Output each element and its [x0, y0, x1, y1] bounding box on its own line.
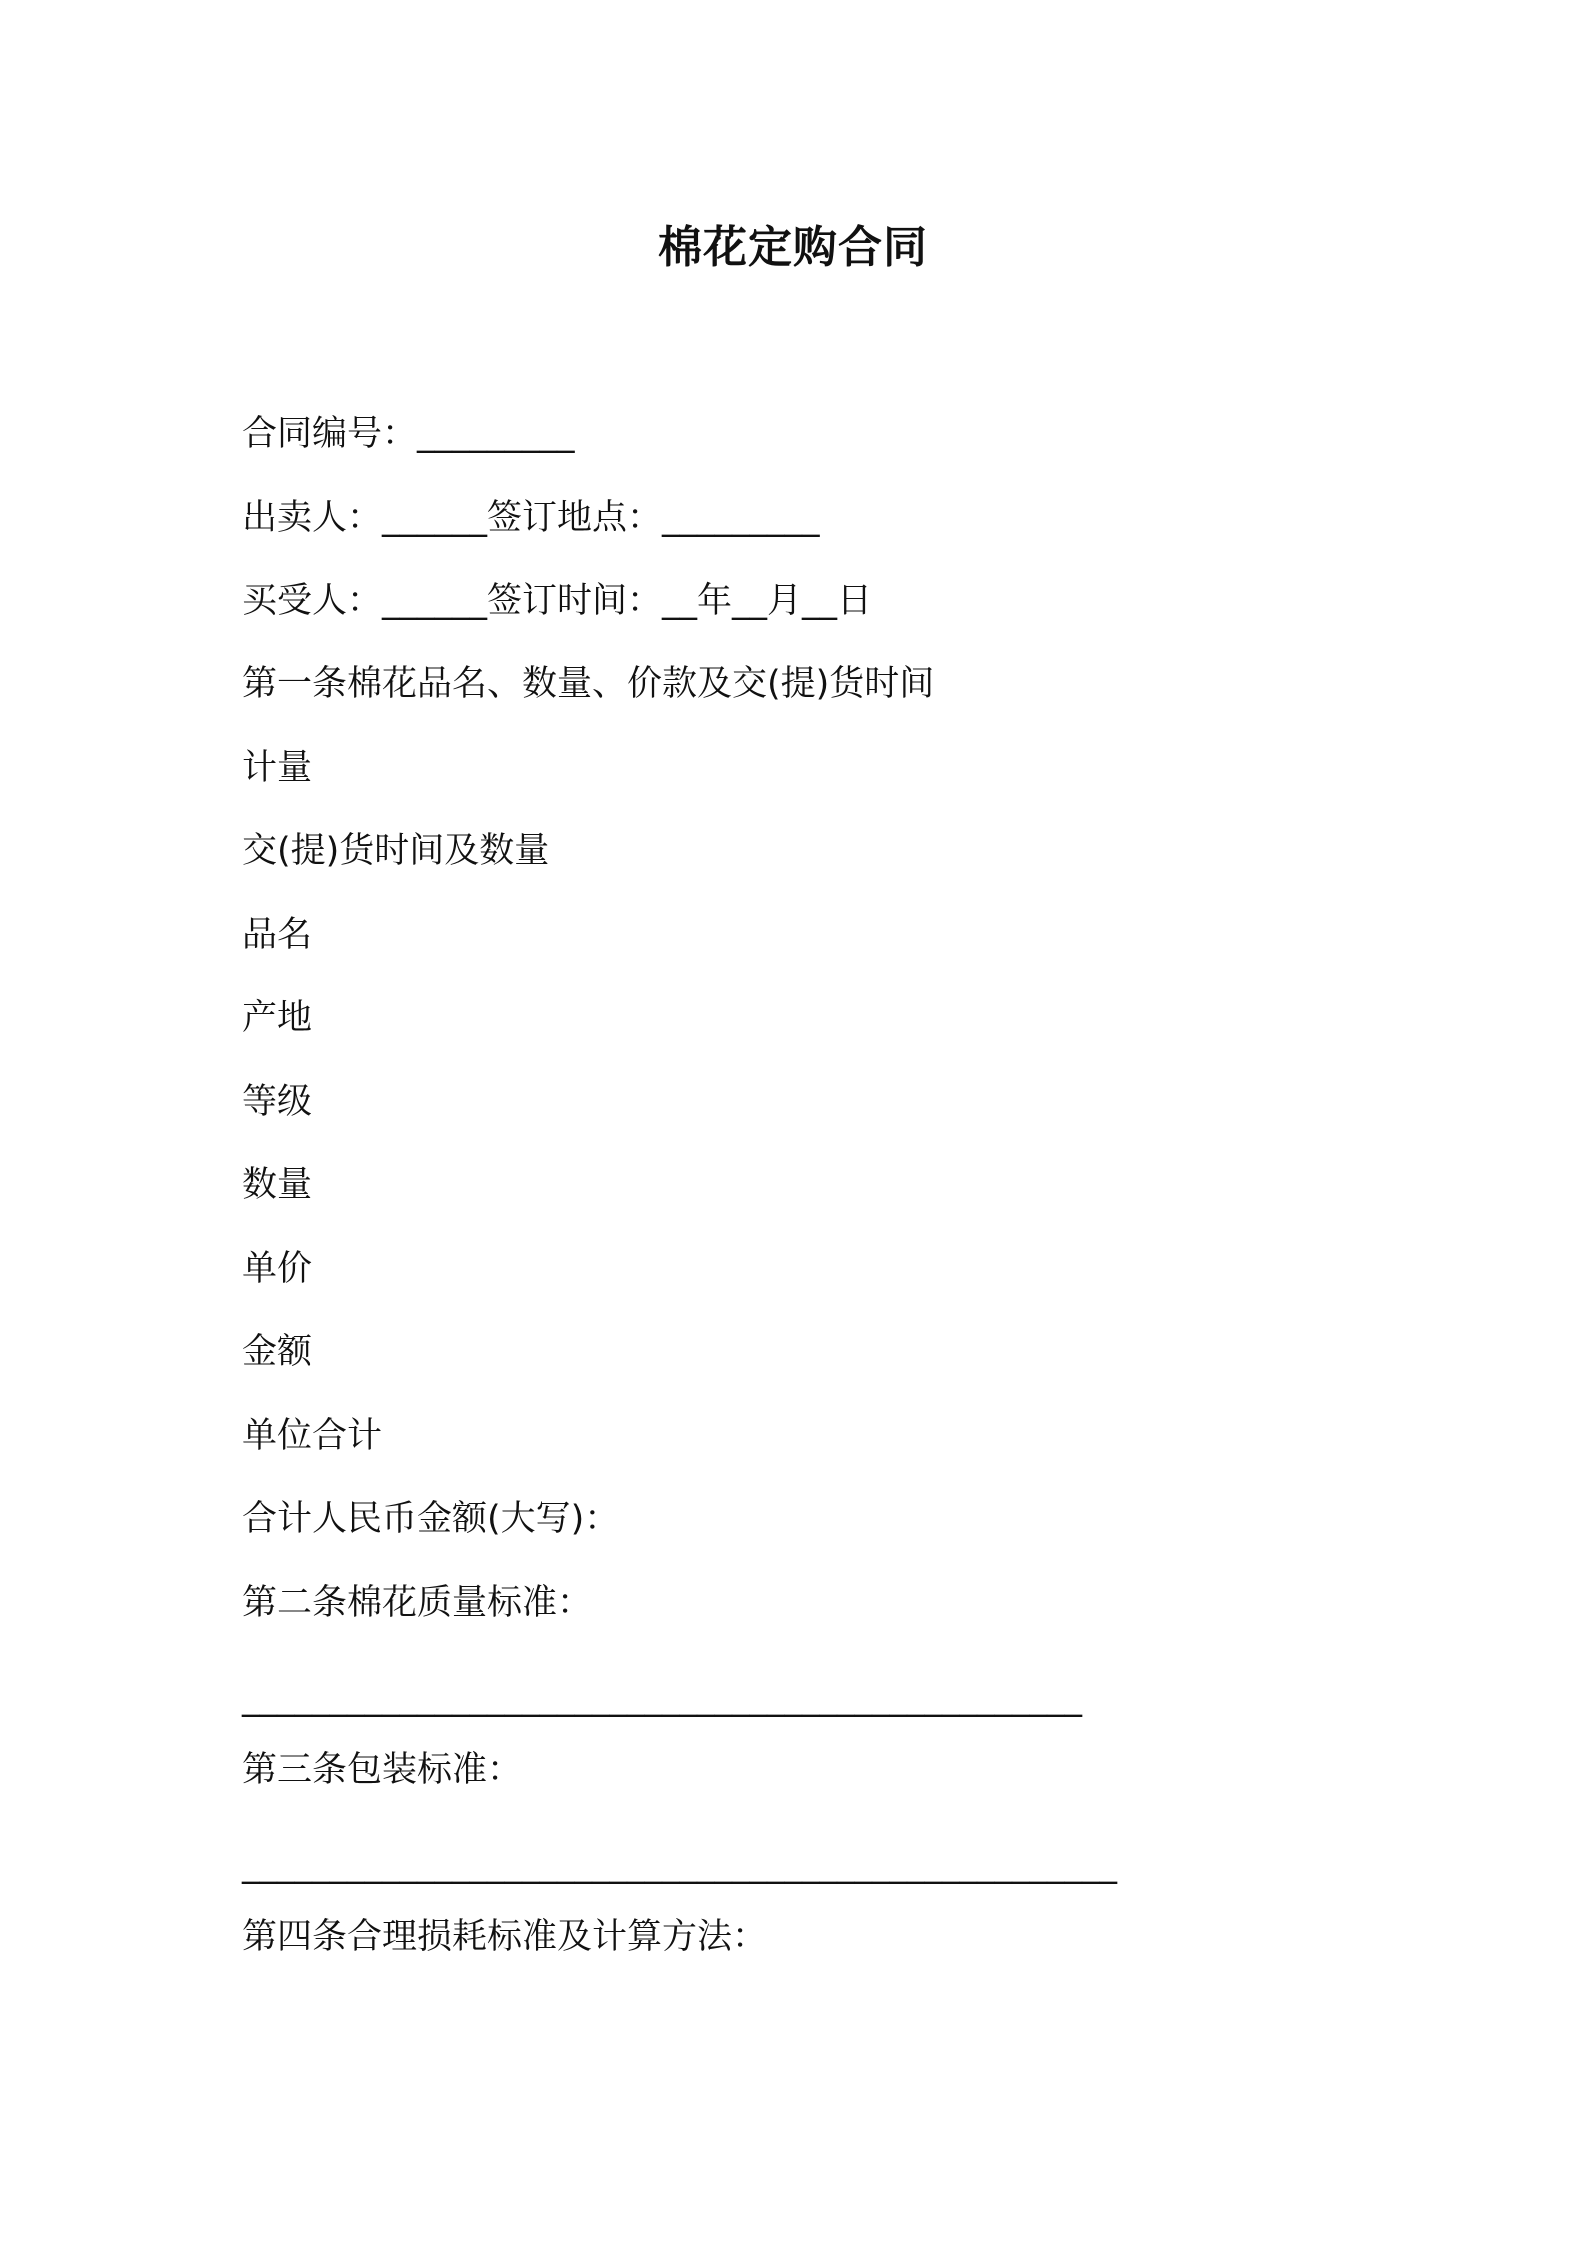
item-unit-total: 单位合计: [242, 1416, 383, 1456]
seller-line: 出卖人：______签订地点：_________: [242, 498, 820, 538]
item-origin: 产地: [242, 998, 313, 1038]
document-title: 棉花定购合同: [658, 222, 928, 273]
buyer-line: 买受人：______签订时间：__年__月__日: [242, 581, 873, 621]
contract-number-line: 合同编号：_________: [242, 414, 575, 454]
item-delivery-time: 交(提)货时间及数量: [242, 831, 550, 871]
article-2-blank-line: ________________________________________________: [242, 1678, 1082, 1718]
article-1-heading: 第一条棉花品名、数量、价款及交(提)货时间: [242, 664, 935, 704]
item-unit-price: 单价: [242, 1249, 313, 1289]
article-4-heading: 第四条合理损耗标准及计算方法：: [242, 1917, 768, 1957]
item-amount: 金额: [242, 1332, 313, 1372]
article-3-heading: 第三条包装标准：: [242, 1750, 523, 1790]
total-rmb-amount-line: 合计人民币金额(大写)：: [242, 1499, 620, 1539]
article-2-heading: 第二条棉花质量标准：: [242, 1583, 593, 1623]
item-product-name: 品名: [242, 915, 313, 955]
item-quantity: 数量: [242, 1165, 313, 1205]
item-grade: 等级: [242, 1082, 313, 1122]
article-3-blank-line: __________________________________________________: [242, 1845, 1117, 1885]
item-measure: 计量: [242, 748, 313, 788]
